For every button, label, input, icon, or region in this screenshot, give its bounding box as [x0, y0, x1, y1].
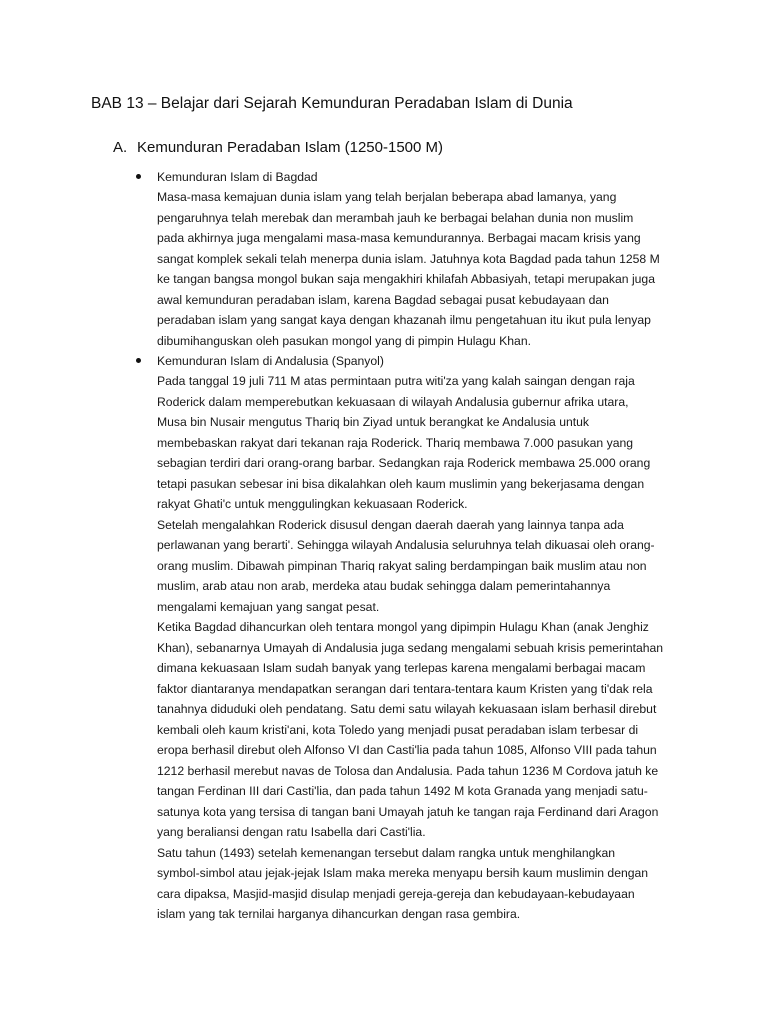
paragraph-line: dibumihanguskan oleh pasukan mongol yang di pimpin Hulagu Khan.: [157, 333, 532, 348]
section-heading: [113, 138, 443, 158]
paragraph-line: mengalami kemajuan yang sangat pesat.: [157, 599, 380, 614]
paragraph-line: tangan Ferdinan III dari Casti'lia, dan pada tahun 1492 M kota Granada yang menjadi satu-: [157, 784, 648, 798]
paragraph-line: Satu tahun (1493) setelah kemenangan tersebut dalam rangka untuk menghilangkan: [157, 845, 616, 860]
paragraph-line: islam yang tak ternilai harganya dihancurkan dengan rasa gembira.: [157, 907, 521, 921]
paragraph-line: cara dipaksa, Masjid-masjid disulap menjadi gereja-gereja dan kebudayaan-kebudayaan: [157, 886, 635, 901]
bullet-item-bagdad: [157, 167, 685, 351]
paragraph-line: perlawanan yang berarti'. Sehingga wilayah Andalusia seluruhnya telah dikuasai oleh orang-: [157, 538, 655, 552]
chapter-title: BAB 13 – Belajar dari Sejarah Kemunduran Peradaban Islam di Dunia: [91, 95, 573, 112]
paragraph-line: membebaskan rakyat dari tekanan raja Roderick. Thariq membawa 7.000 pasukan yang: [157, 435, 634, 450]
bullet-title: Kemunduran Islam di Bagdad: [157, 170, 318, 184]
paragraph-line: rakyat Ghati'c untuk menggulingkan kekuasaan Roderick.: [157, 497, 468, 511]
paragraph-line: pada akhirnya juga mengalami masa-masa kemundurannya. Berbagai macam krisis yang: [157, 231, 641, 245]
paragraph-line: ke tangan bangsa mongol bukan saja mengakhiri khilafah Abbasiyah, tetapi merupakan juga: [157, 272, 655, 286]
paragraph-line: muslim, arab atau non arab, merdeka atau budak sehingga dalam pemerintahannya: [157, 579, 611, 593]
section-letter: A.: [113, 139, 128, 156]
paragraph-line: faktor diantaranya mendapatkan serangan dari tentara-tentara kaum Kristen yang ti'dak rela: [157, 681, 653, 696]
bullet-item-andalusia: [157, 351, 685, 925]
bullet-dot-icon: [136, 174, 141, 179]
paragraph-line: pengaruhnya telah merebak dan merambah jauh ke berbagai belahan dunia non muslim: [157, 210, 634, 225]
paragraph-line: eropa berhasil direbut oleh Alfonso VI dan Casti'lia pada tahun 1085, Alfonso VIII pada tahun: [157, 743, 657, 757]
paragraph-line: orang muslim. Dibawah pimpinan Thariq rakyat saling berdampingan baik muslim atau non: [157, 558, 647, 573]
paragraph-line: dimana kekuasaan Islam sudah banyak yang terlepas karena mengalami berbagai macam: [157, 661, 646, 675]
paragraph-line: Khan), sebanarnya Umayah di Andalusia juga sedang mengalami sebuah krisis pemerintahan: [157, 640, 664, 655]
paragraph-line: Ketika Bagdad dihancurkan oleh tentara mongol yang dipimpin Hulagu Khan (anak Jenghiz: [157, 620, 649, 634]
bullet-body: [157, 187, 685, 351]
bullet-body: [157, 371, 685, 925]
paragraph-line: Musa bin Nusair mengutus Thariq bin Ziyad untuk berangkat ke Andalusia untuk: [157, 415, 590, 429]
paragraph-line: 1212 berhasil merebut navas de Tolosa dan Andalusia. Pada tahun 1236 M Cordova jatuh ke: [157, 763, 659, 778]
paragraph-line: tanahnya diduduki oleh pendatang. Satu demi satu wilayah kekuasaan islam berhasil direbut: [157, 702, 657, 716]
paragraph-line: tetapi pasukan sebesar ini bisa dikalahkan oleh kaum muslimin yang bekerjasama dengan: [157, 476, 645, 491]
paragraph-line: satunya kota yang tersisa di tangan bani Umayah jatuh ke tangan raja Ferdinand dari Aragon: [157, 804, 659, 819]
paragraph-line: awal kemunduran peradaban islam, karena Bagdad sebagai pusat kebudayaan dan: [157, 292, 609, 307]
paragraph-line: yang beraliansi dengan ratu Isabella dari Casti'lia.: [157, 825, 426, 839]
paragraph-line: Masa-masa kemajuan dunia islam yang telah berjalan beberapa abad lamanya, yang: [157, 190, 617, 204]
paragraph-line: sebagian terdiri dari orang-orang barbar. Sedangkan raja Roderick membawa 25.000 orang: [157, 456, 651, 470]
paragraph-line: symbol-simbol atau jejak-jejak Islam maka mereka menyapu bersih kaum muslimin dengan: [157, 866, 649, 880]
section-title: Kemunduran Peradaban Islam (1250-1500 M): [137, 139, 444, 156]
paragraph-line: kembali oleh kaum kristi'ani, kota Toledo yang menjadi pusat peradaban islam terbesar di: [157, 722, 639, 737]
paragraph-line: Roderick dalam memperebutkan kekuasaan di wilayah Andalusia gubernur afrika utara,: [157, 394, 629, 409]
paragraph-line: peradaban islam yang sangat kaya dengan khazanah ilmu pengetahuan itu ikut pula lenyap: [157, 313, 651, 327]
bullet-title: Kemunduran Islam di Andalusia (Spanyol): [157, 354, 384, 368]
paragraph-line: sangat komplek sekali telah menerpa dunia islam. Jatuhnya kota Bagdad pada tahun 1258 M: [157, 251, 660, 266]
paragraph-line: Pada tanggal 19 juli 711 M atas permintaan putra witi'za yang kalah saingan dengan raja: [157, 374, 635, 388]
bullet-dot-icon: [136, 358, 141, 363]
paragraph-line: Setelah mengalahkan Roderick disusul dengan daerah daerah yang lainnya tanpa ada: [157, 517, 624, 532]
